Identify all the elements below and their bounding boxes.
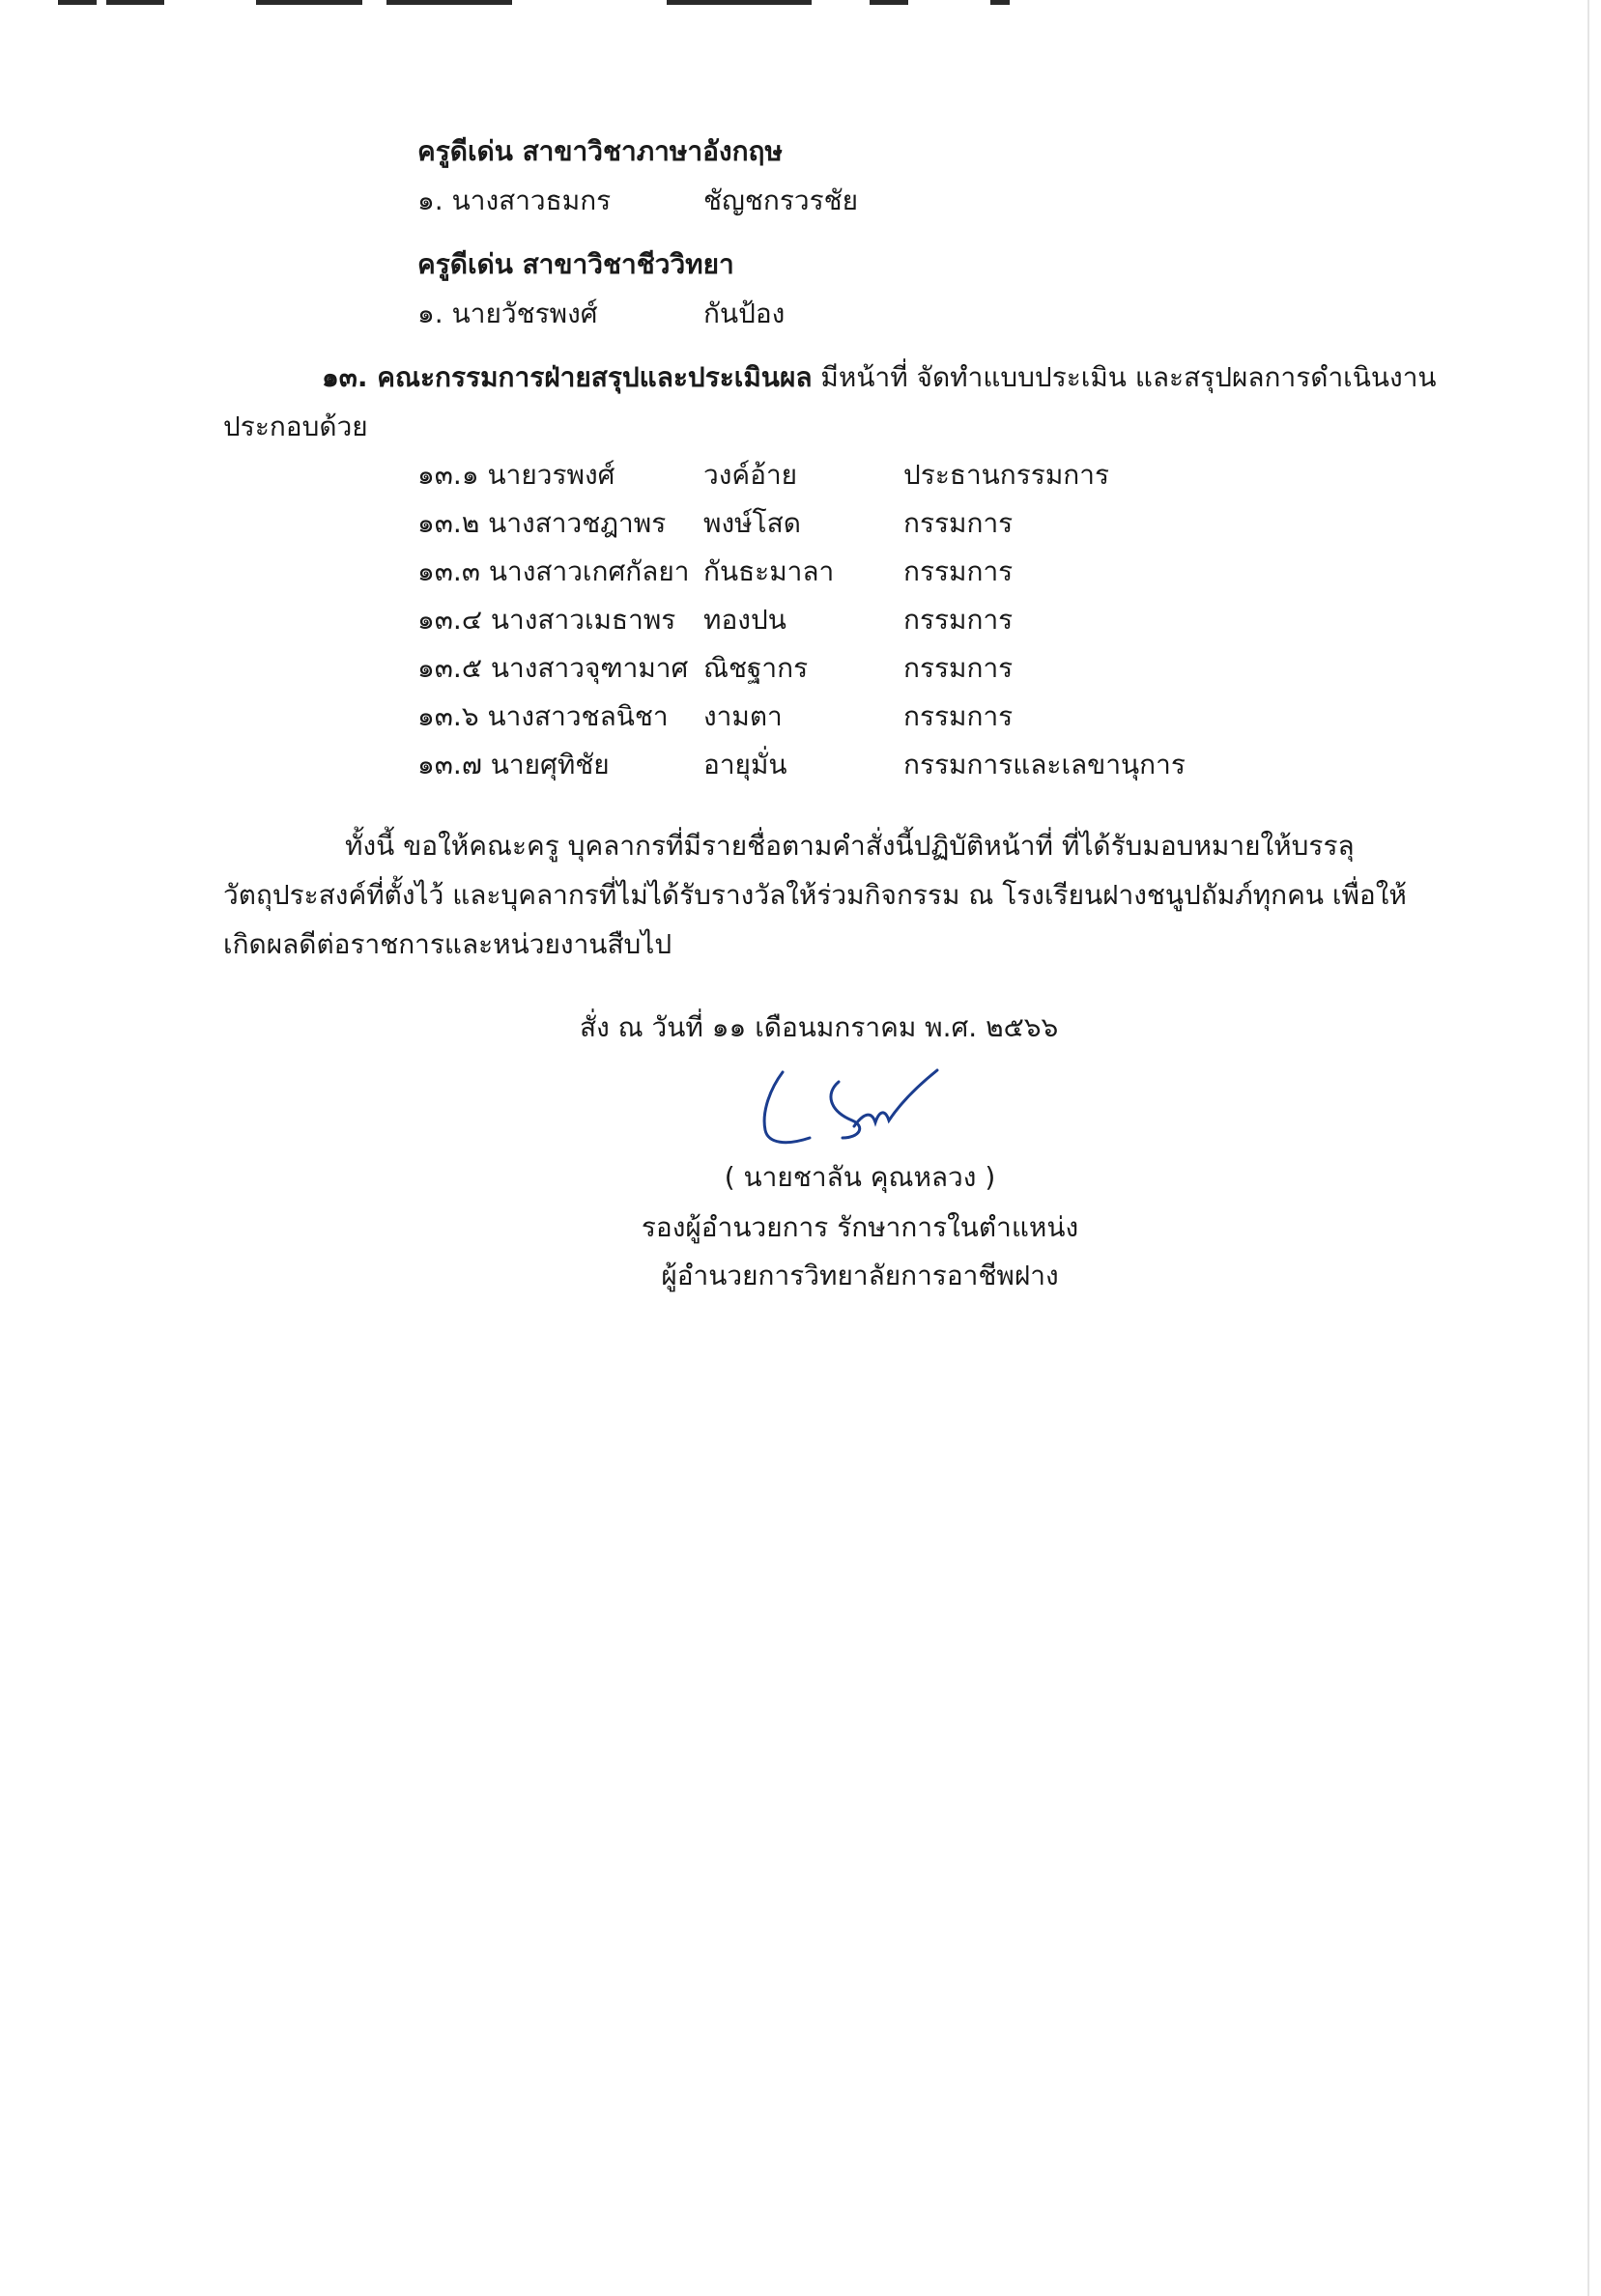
signatory-position-line-2: ผู้อำนวยการวิทยาลัยการอาชีพฝาง — [661, 1260, 1059, 1291]
section-heading-biology: ครูดีเด่น สาขาวิชาชีววิทยา — [417, 248, 734, 280]
scan-mark — [990, 0, 1010, 5]
member-row — [417, 184, 612, 216]
closing-line-1: ทั้งนี้ ขอให้คณะครู บุคลากรที่มีรายชื่อตามคำสั่งนี้ปฏิบัติหน้าที่ ที่ได้รับมอบหมายให้บรรลุ — [345, 830, 1355, 862]
scan-mark — [667, 0, 812, 5]
scan-edge — [1587, 0, 1589, 2296]
member-name: ๑๓.๒ นางสาวชฎาพร — [417, 507, 667, 539]
member-name: ๑๓.๑ นายวรพงศ์ — [417, 459, 615, 491]
scan-mark — [58, 0, 97, 5]
signatory-name: ( นายชาลัน คุณหลวง ) — [724, 1161, 996, 1193]
member-surname: ทองปน — [703, 604, 786, 636]
list-item — [417, 604, 1384, 638]
member-name: ๑๓.๕ นางสาวจุฑามาศ — [417, 652, 689, 684]
scan-mark — [106, 0, 164, 5]
member-role: กรรมการ — [903, 507, 1014, 539]
section-heading-english: ครูดีเด่น สาขาวิชาภาษาอังกฤษ — [417, 135, 783, 167]
member-surname: ชัญชกรวรชัย — [703, 184, 859, 216]
list-item — [417, 555, 1384, 589]
closing-line-2: วัตถุประสงค์ที่ตั้งไว้ และบุคลากรที่ไม่ได้รับรางวัลให้ร่วมกิจกรรม ณ โรงเรียนฝางชนูปถัมภ์ทุกคน เพื่อให้ — [223, 879, 1407, 911]
member-name: ๑๓.๖ นางสาวชลนิชา — [417, 700, 669, 732]
member-surname: พงษ์โสด — [703, 507, 801, 539]
list-item — [417, 652, 1384, 686]
committee-duty-continued: ประกอบด้วย — [223, 411, 368, 442]
member-name: ๑. นายวัชรพงศ์ — [417, 298, 598, 329]
member-role: กรรมการ — [903, 652, 1014, 684]
member-surname: ณิชฐากร — [703, 652, 809, 684]
member-role: ประธานกรรมการ — [903, 459, 1110, 491]
member-surname: กันป้อง — [703, 298, 786, 329]
member-row — [417, 300, 598, 327]
member-name: ๑๓.๗ นายศุทิชัย — [417, 749, 610, 780]
member-name: ๑. นางสาวธมกร — [417, 184, 612, 216]
signatory-position-line-1: รองผู้อำนวยการ รักษาการในตำแหน่ง — [641, 1211, 1079, 1243]
member-role: กรรมการ — [903, 555, 1014, 587]
list-item — [417, 751, 1384, 782]
scan-mark — [870, 0, 908, 5]
scan-mark — [386, 0, 512, 5]
scan-mark — [256, 0, 362, 5]
member-name: ๑๓.๔ นางสาวเมธาพร — [417, 604, 676, 636]
closing-line-3: เกิดผลดีต่อราชการและหน่วยงานสืบไป — [223, 928, 672, 960]
committee-heading — [322, 361, 1437, 393]
member-role: กรรมการ — [903, 604, 1014, 636]
member-surname: อายุมั่น — [703, 749, 787, 780]
signature-mark — [754, 1061, 947, 1152]
list-item — [417, 507, 1384, 541]
member-role: กรรมการและเลขานุการ — [903, 749, 1186, 780]
member-surname: วงค์อ้าย — [703, 459, 798, 491]
committee-title: ๑๓. คณะกรรมการฝ่ายสรุปและประเมินผล — [322, 361, 813, 393]
member-role: กรรมการ — [903, 700, 1014, 732]
order-date: สั่ง ณ วันที่ ๑๑ เดือนมกราคม พ.ศ. ๒๕๖๖ — [580, 1011, 1059, 1043]
member-surname: กันธะมาลา — [703, 555, 835, 587]
member-surname: งามตา — [703, 700, 783, 732]
list-item — [417, 459, 1384, 493]
list-item — [417, 700, 1384, 734]
member-name: ๑๓.๓ นางสาวเกศกัลยา — [417, 555, 690, 587]
committee-duty: มีหน้าที่ จัดทำแบบประเมิน และสรุปผลการดำเนินงาน — [820, 361, 1437, 393]
